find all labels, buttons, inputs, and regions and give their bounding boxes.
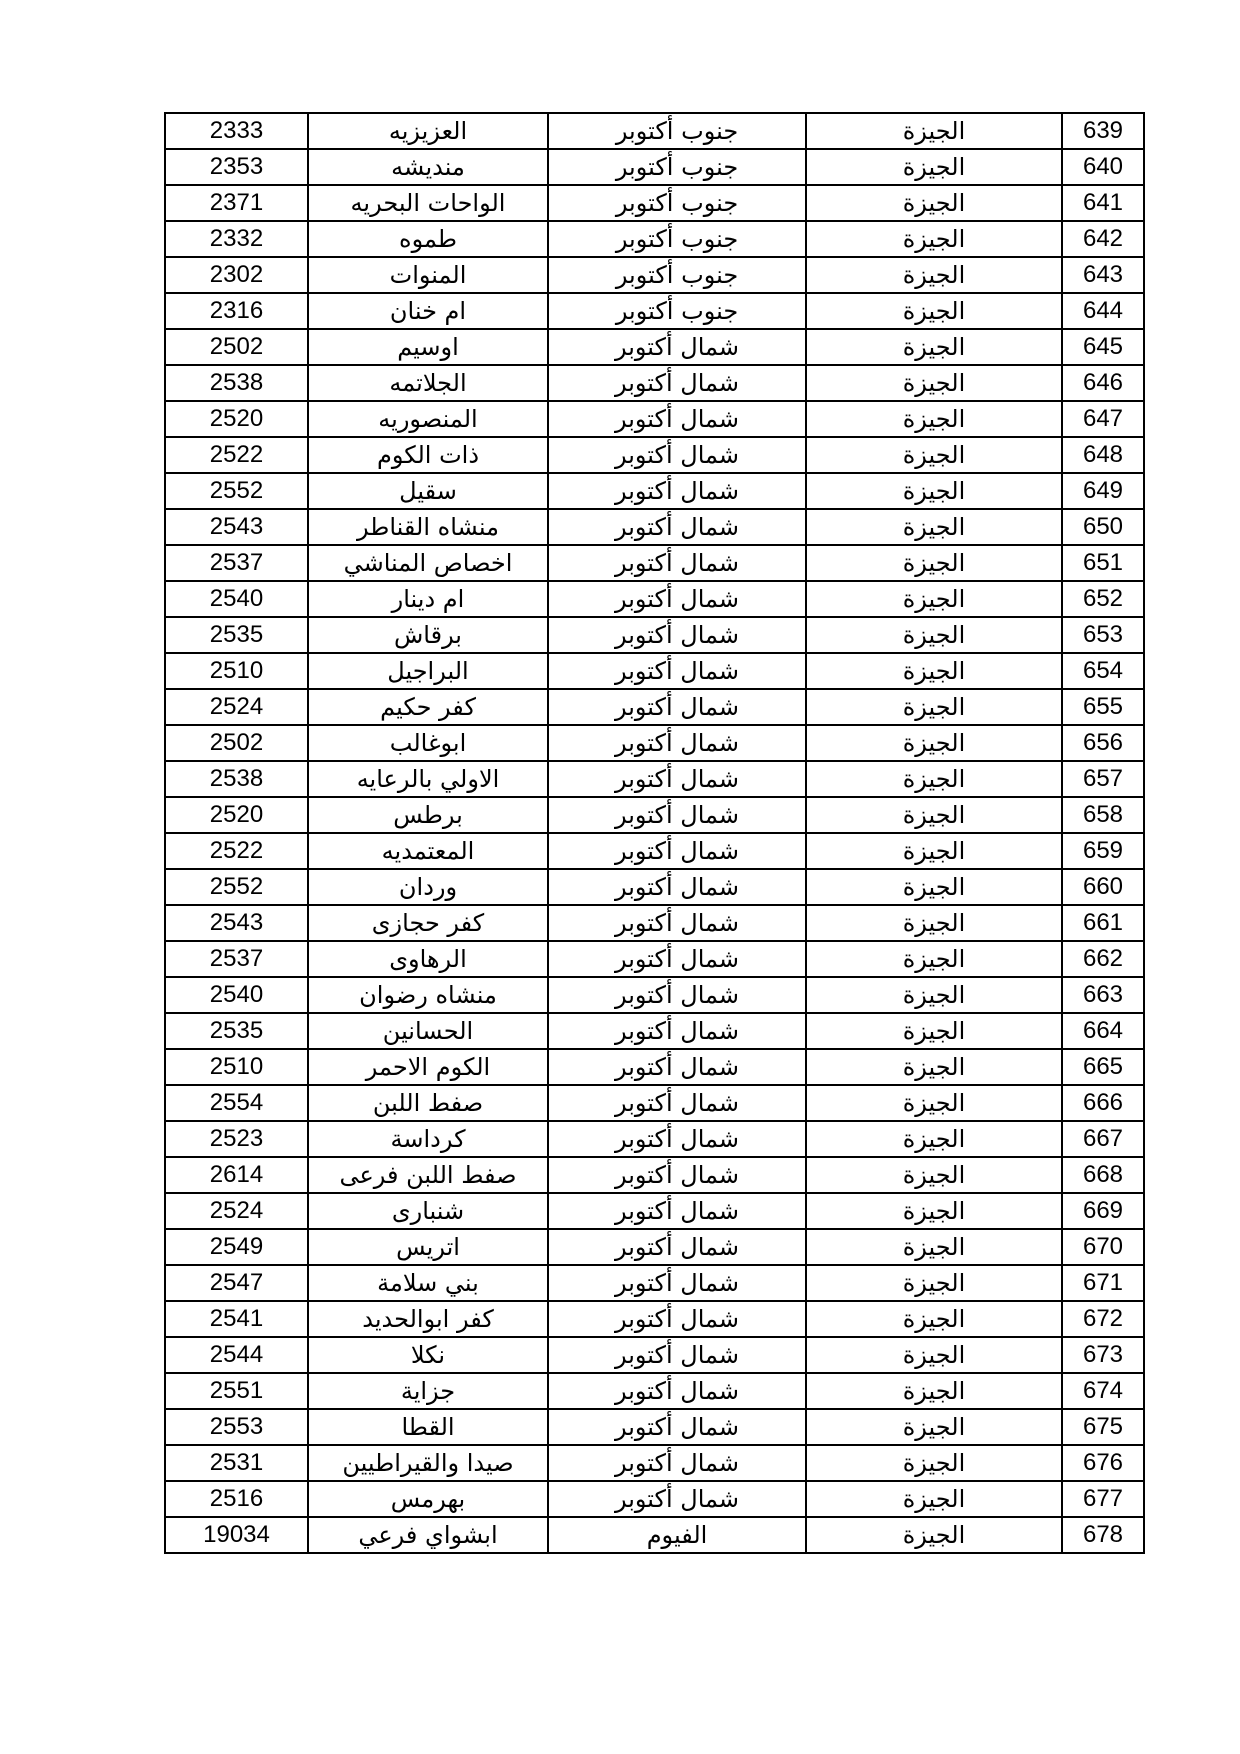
center-cell: شمال أكتوبر	[548, 617, 806, 653]
center-cell: شمال أكتوبر	[548, 869, 806, 905]
table-row	[165, 329, 1144, 365]
serial-cell: 663	[1062, 977, 1144, 1013]
village-cell: جزاية	[308, 1373, 548, 1409]
village-cell: طموه	[308, 221, 548, 257]
center-cell: شمال أكتوبر	[548, 401, 806, 437]
governorate-cell: الجيزة	[806, 761, 1062, 797]
governorate-cell: الجيزة	[806, 725, 1062, 761]
center-cell: شمال أكتوبر	[548, 1157, 806, 1193]
governorate-cell: الجيزة	[806, 185, 1062, 221]
table-row	[165, 653, 1144, 689]
table-row	[165, 1517, 1144, 1553]
table-row	[165, 221, 1144, 257]
serial-cell: 641	[1062, 185, 1144, 221]
governorate-cell: الجيزة	[806, 1085, 1062, 1121]
center-cell: شمال أكتوبر	[548, 365, 806, 401]
center-cell: شمال أكتوبر	[548, 797, 806, 833]
governorate-cell: الجيزة	[806, 1229, 1062, 1265]
center-cell: الفيوم	[548, 1517, 806, 1553]
governorate-cell: الجيزة	[806, 797, 1062, 833]
code-cell: 2516	[165, 1481, 308, 1517]
table-row	[165, 1121, 1144, 1157]
village-cell: منشاه القناطر	[308, 509, 548, 545]
center-cell: شمال أكتوبر	[548, 1265, 806, 1301]
code-cell: 2540	[165, 977, 308, 1013]
code-cell: 2523	[165, 1121, 308, 1157]
table-row	[165, 1013, 1144, 1049]
village-cell: سقيل	[308, 473, 548, 509]
serial-cell: 652	[1062, 581, 1144, 617]
serial-cell: 676	[1062, 1445, 1144, 1481]
center-cell: شمال أكتوبر	[548, 761, 806, 797]
village-cell: نكلا	[308, 1337, 548, 1373]
village-cell: شنبارى	[308, 1193, 548, 1229]
village-cell: بهرمس	[308, 1481, 548, 1517]
governorate-cell: الجيزة	[806, 509, 1062, 545]
village-cell: كرداسة	[308, 1121, 548, 1157]
table-row	[165, 1265, 1144, 1301]
code-cell: 2537	[165, 941, 308, 977]
governorate-cell: الجيزة	[806, 1013, 1062, 1049]
code-cell: 2524	[165, 1193, 308, 1229]
center-cell: شمال أكتوبر	[548, 977, 806, 1013]
table-row	[165, 1373, 1144, 1409]
code-cell: 2522	[165, 833, 308, 869]
serial-cell: 655	[1062, 689, 1144, 725]
village-cell: منديشه	[308, 149, 548, 185]
serial-cell: 656	[1062, 725, 1144, 761]
governorate-cell: الجيزة	[806, 1301, 1062, 1337]
governorate-cell: الجيزة	[806, 113, 1062, 149]
governorate-cell: الجيزة	[806, 941, 1062, 977]
village-cell: ابشواي فرعي	[308, 1517, 548, 1553]
village-cell: صفط اللبن فرعى	[308, 1157, 548, 1193]
table-row	[165, 761, 1144, 797]
code-cell: 2540	[165, 581, 308, 617]
code-cell: 19034	[165, 1517, 308, 1553]
code-cell: 2547	[165, 1265, 308, 1301]
village-cell: اخصاص المناشي	[308, 545, 548, 581]
table-row	[165, 437, 1144, 473]
governorate-cell: الجيزة	[806, 149, 1062, 185]
code-cell: 2543	[165, 905, 308, 941]
table-row	[165, 1337, 1144, 1373]
center-cell: شمال أكتوبر	[548, 581, 806, 617]
governorate-cell: الجيزة	[806, 329, 1062, 365]
governorate-cell: الجيزة	[806, 977, 1062, 1013]
serial-cell: 667	[1062, 1121, 1144, 1157]
code-cell: 2553	[165, 1409, 308, 1445]
code-cell: 2552	[165, 473, 308, 509]
governorate-cell: الجيزة	[806, 401, 1062, 437]
governorate-cell: الجيزة	[806, 365, 1062, 401]
code-cell: 2510	[165, 1049, 308, 1085]
village-cell: الجلاتمه	[308, 365, 548, 401]
center-cell: شمال أكتوبر	[548, 1373, 806, 1409]
governorate-cell: الجيزة	[806, 1481, 1062, 1517]
data-table	[164, 112, 1145, 1554]
governorate-cell: الجيزة	[806, 1157, 1062, 1193]
governorate-cell: الجيزة	[806, 1121, 1062, 1157]
serial-cell: 642	[1062, 221, 1144, 257]
code-cell: 2520	[165, 797, 308, 833]
serial-cell: 648	[1062, 437, 1144, 473]
governorate-cell: الجيزة	[806, 581, 1062, 617]
center-cell: شمال أكتوبر	[548, 725, 806, 761]
serial-cell: 670	[1062, 1229, 1144, 1265]
center-cell: شمال أكتوبر	[548, 941, 806, 977]
governorate-cell: الجيزة	[806, 1337, 1062, 1373]
center-cell: شمال أكتوبر	[548, 329, 806, 365]
governorate-cell: الجيزة	[806, 1373, 1062, 1409]
center-cell: شمال أكتوبر	[548, 1301, 806, 1337]
serial-cell: 644	[1062, 293, 1144, 329]
code-cell: 2502	[165, 329, 308, 365]
table-row	[165, 1157, 1144, 1193]
serial-cell: 647	[1062, 401, 1144, 437]
center-cell: جنوب أكتوبر	[548, 257, 806, 293]
table-row	[165, 905, 1144, 941]
governorate-cell: الجيزة	[806, 1409, 1062, 1445]
center-cell: شمال أكتوبر	[548, 1229, 806, 1265]
center-cell: شمال أكتوبر	[548, 1013, 806, 1049]
center-cell: شمال أكتوبر	[548, 653, 806, 689]
center-cell: جنوب أكتوبر	[548, 221, 806, 257]
center-cell: شمال أكتوبر	[548, 689, 806, 725]
center-cell: شمال أكتوبر	[548, 1337, 806, 1373]
serial-cell: 665	[1062, 1049, 1144, 1085]
serial-cell: 653	[1062, 617, 1144, 653]
serial-cell: 675	[1062, 1409, 1144, 1445]
village-cell: الكوم الاحمر	[308, 1049, 548, 1085]
code-cell: 2544	[165, 1337, 308, 1373]
center-cell: شمال أكتوبر	[548, 437, 806, 473]
village-cell: برطس	[308, 797, 548, 833]
governorate-cell: الجيزة	[806, 653, 1062, 689]
code-cell: 2535	[165, 1013, 308, 1049]
table-row	[165, 365, 1144, 401]
governorate-cell: الجيزة	[806, 221, 1062, 257]
center-cell: شمال أكتوبر	[548, 905, 806, 941]
table-body	[165, 113, 1144, 1553]
code-cell: 2535	[165, 617, 308, 653]
code-cell: 2541	[165, 1301, 308, 1337]
village-cell: الرهاوى	[308, 941, 548, 977]
village-cell: المنوات	[308, 257, 548, 293]
serial-cell: 674	[1062, 1373, 1144, 1409]
serial-cell: 668	[1062, 1157, 1144, 1193]
table-row	[165, 1409, 1144, 1445]
center-cell: شمال أكتوبر	[548, 1085, 806, 1121]
governorate-cell: الجيزة	[806, 833, 1062, 869]
table-row	[165, 149, 1144, 185]
serial-cell: 640	[1062, 149, 1144, 185]
governorate-cell: الجيزة	[806, 437, 1062, 473]
serial-cell: 645	[1062, 329, 1144, 365]
village-cell: ام خنان	[308, 293, 548, 329]
center-cell: شمال أكتوبر	[548, 545, 806, 581]
table-row	[165, 545, 1144, 581]
village-cell: برقاش	[308, 617, 548, 653]
governorate-cell: الجيزة	[806, 473, 1062, 509]
table-row	[165, 1085, 1144, 1121]
center-cell: شمال أكتوبر	[548, 1121, 806, 1157]
serial-cell: 646	[1062, 365, 1144, 401]
table-row	[165, 1049, 1144, 1085]
table-row	[165, 185, 1144, 221]
table-row	[165, 1193, 1144, 1229]
center-cell: جنوب أكتوبر	[548, 185, 806, 221]
governorate-cell: الجيزة	[806, 1445, 1062, 1481]
center-cell: شمال أكتوبر	[548, 1049, 806, 1085]
village-cell: كفر حجازى	[308, 905, 548, 941]
code-cell: 2316	[165, 293, 308, 329]
center-cell: جنوب أكتوبر	[548, 149, 806, 185]
table-row	[165, 833, 1144, 869]
village-cell: الواحات البحريه	[308, 185, 548, 221]
table-row	[165, 401, 1144, 437]
table-row	[165, 941, 1144, 977]
code-cell: 2371	[165, 185, 308, 221]
table-row	[165, 725, 1144, 761]
center-cell: شمال أكتوبر	[548, 1409, 806, 1445]
code-cell: 2538	[165, 365, 308, 401]
governorate-cell: الجيزة	[806, 293, 1062, 329]
village-cell: اوسيم	[308, 329, 548, 365]
village-cell: وردان	[308, 869, 548, 905]
table-row	[165, 257, 1144, 293]
governorate-cell: الجيزة	[806, 1193, 1062, 1229]
serial-cell: 659	[1062, 833, 1144, 869]
governorate-cell: الجيزة	[806, 545, 1062, 581]
table-row	[165, 797, 1144, 833]
code-cell: 2353	[165, 149, 308, 185]
serial-cell: 662	[1062, 941, 1144, 977]
serial-cell: 677	[1062, 1481, 1144, 1517]
center-cell: شمال أكتوبر	[548, 1481, 806, 1517]
table-row	[165, 869, 1144, 905]
code-cell: 2538	[165, 761, 308, 797]
serial-cell: 678	[1062, 1517, 1144, 1553]
code-cell: 2537	[165, 545, 308, 581]
governorate-cell: الجيزة	[806, 1265, 1062, 1301]
table-row	[165, 617, 1144, 653]
center-cell: شمال أكتوبر	[548, 473, 806, 509]
code-cell: 2552	[165, 869, 308, 905]
serial-cell: 651	[1062, 545, 1144, 581]
village-cell: الاولي بالرعايه	[308, 761, 548, 797]
serial-cell: 654	[1062, 653, 1144, 689]
table-row	[165, 1445, 1144, 1481]
governorate-cell: الجيزة	[806, 689, 1062, 725]
table-row	[165, 977, 1144, 1013]
code-cell: 2543	[165, 509, 308, 545]
governorate-cell: الجيزة	[806, 257, 1062, 293]
code-cell: 2531	[165, 1445, 308, 1481]
serial-cell: 650	[1062, 509, 1144, 545]
village-cell: البراجيل	[308, 653, 548, 689]
governorate-cell: الجيزة	[806, 905, 1062, 941]
center-cell: شمال أكتوبر	[548, 1445, 806, 1481]
village-cell: كفر ابوالحديد	[308, 1301, 548, 1337]
code-cell: 2502	[165, 725, 308, 761]
village-cell: كفر حكيم	[308, 689, 548, 725]
table-row	[165, 1229, 1144, 1265]
serial-cell: 649	[1062, 473, 1144, 509]
serial-cell: 671	[1062, 1265, 1144, 1301]
code-cell: 2333	[165, 113, 308, 149]
serial-cell: 639	[1062, 113, 1144, 149]
center-cell: شمال أكتوبر	[548, 509, 806, 545]
village-cell: صفط اللبن	[308, 1085, 548, 1121]
village-cell: العزيزيه	[308, 113, 548, 149]
code-cell: 2302	[165, 257, 308, 293]
serial-cell: 672	[1062, 1301, 1144, 1337]
table-row	[165, 293, 1144, 329]
serial-cell: 666	[1062, 1085, 1144, 1121]
serial-cell: 669	[1062, 1193, 1144, 1229]
table-row	[165, 1481, 1144, 1517]
table-row	[165, 1301, 1144, 1337]
center-cell: جنوب أكتوبر	[548, 293, 806, 329]
table-row	[165, 689, 1144, 725]
village-cell: اتريس	[308, 1229, 548, 1265]
code-cell: 2551	[165, 1373, 308, 1409]
village-cell: الحسانين	[308, 1013, 548, 1049]
serial-cell: 657	[1062, 761, 1144, 797]
center-cell: جنوب أكتوبر	[548, 113, 806, 149]
village-cell: صيدا والقيراطيين	[308, 1445, 548, 1481]
governorate-cell: الجيزة	[806, 1049, 1062, 1085]
table-row	[165, 581, 1144, 617]
governorate-cell: الجيزة	[806, 869, 1062, 905]
center-cell: شمال أكتوبر	[548, 833, 806, 869]
code-cell: 2510	[165, 653, 308, 689]
code-cell: 2614	[165, 1157, 308, 1193]
table-row	[165, 113, 1144, 149]
center-cell: شمال أكتوبر	[548, 1193, 806, 1229]
serial-cell: 661	[1062, 905, 1144, 941]
village-cell: ام دينار	[308, 581, 548, 617]
serial-cell: 658	[1062, 797, 1144, 833]
serial-cell: 664	[1062, 1013, 1144, 1049]
serial-cell: 673	[1062, 1337, 1144, 1373]
village-cell: القطا	[308, 1409, 548, 1445]
code-cell: 2549	[165, 1229, 308, 1265]
code-cell: 2520	[165, 401, 308, 437]
governorate-cell: الجيزة	[806, 617, 1062, 653]
village-cell: ذات الكوم	[308, 437, 548, 473]
village-cell: منشاه رضوان	[308, 977, 548, 1013]
code-cell: 2522	[165, 437, 308, 473]
village-cell: بني سلامة	[308, 1265, 548, 1301]
table-row	[165, 509, 1144, 545]
governorate-cell: الجيزة	[806, 1517, 1062, 1553]
village-cell: ابوغالب	[308, 725, 548, 761]
code-cell: 2332	[165, 221, 308, 257]
village-cell: المنصوريه	[308, 401, 548, 437]
code-cell: 2554	[165, 1085, 308, 1121]
serial-cell: 643	[1062, 257, 1144, 293]
serial-cell: 660	[1062, 869, 1144, 905]
table-row	[165, 473, 1144, 509]
code-cell: 2524	[165, 689, 308, 725]
village-cell: المعتمديه	[308, 833, 548, 869]
